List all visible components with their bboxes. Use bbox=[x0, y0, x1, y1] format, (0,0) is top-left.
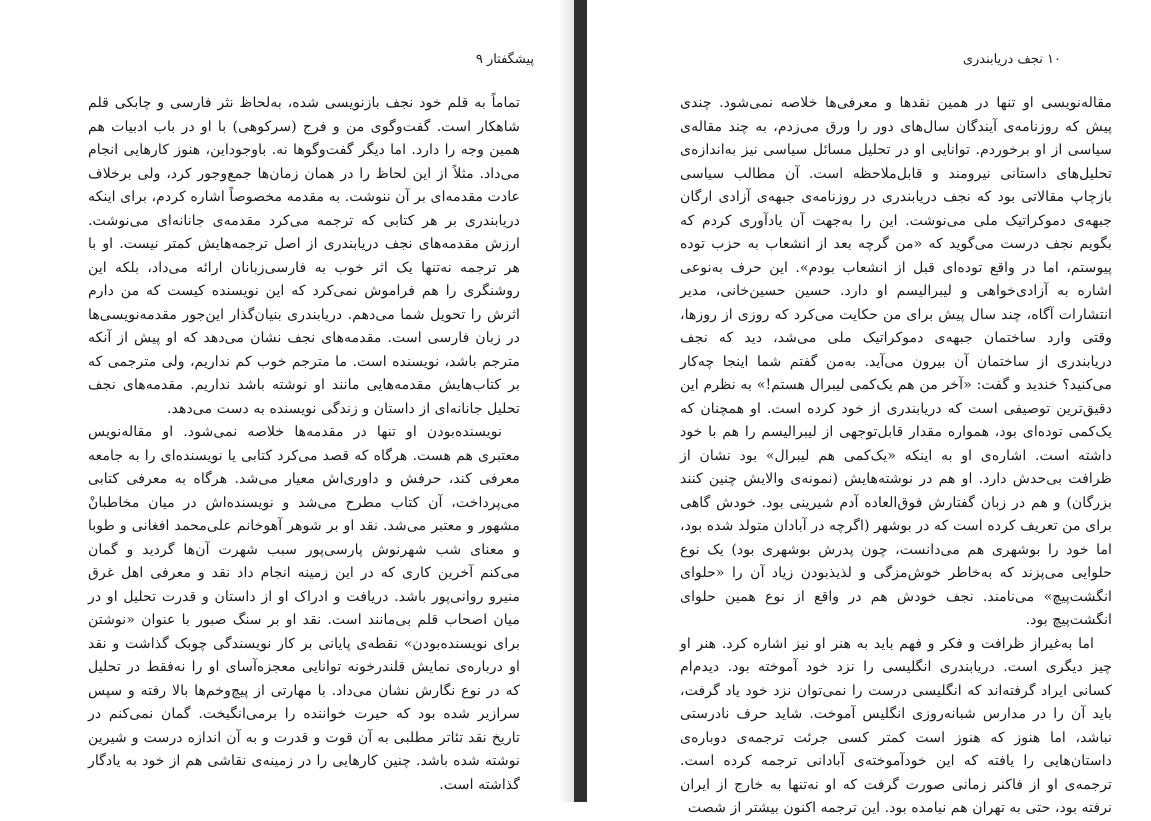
paragraph: اما به‌غیراز ظرافت و فکر و فهم باید به هنر او نیز اشاره کرد. هنر او چیز دیگری است. دریابندری انگلیسی را نزد خود آموخته بود. دیدم‌ام کسانی ایراد گرفته‌اند که انگلیسی درست را نمی‌توان نزد خود یاد گرفت، باید آن را در مدارس شبانه‌روزی انگلیس آموخت. شاید حرف نادرستی نباشد، اما هنوز که هنوز است کمتر کسی جرئت ترجمه‌ی دوباره‌ی داستان‌هایی را یافته که این خودآموخته‌ی آبادانی ترجمه کرده است. ترجمه‌ی او از فاکنر زمانی صورت گرفت که او نه‌تنها به خارج از ایران نرفته بود، حتی به تهران هم نیامده بود. این ترجمه اکنون بیشتر از شصت bbox=[680, 635, 1112, 816]
right-page-header: ۱۰ نجف دریابندری bbox=[962, 52, 1061, 67]
paragraph: مقاله‌نویسی او تنها در همین نقدها و معرفی‌ها خلاصه نمی‌شود. چندی پیش که روزنامه‌ی آیندگان سال‌های دور را ورق می‌زدم، به چند مقاله‌ی سیاسی از او برخوردم. توانایی او در تحلیل مسائل سیاسی نیز به‌اندازه‌ی تحلیل‌های داستانی نیرومند و قابل‌ملاحظه است. آن مطالب سیاسی بازچاپ مقالاتی بود که نجف دریابندری در روزنامه‌ی جبهه‌ی آزادی ارگان جبهه‌ی دموکراتیک ملی می‌نوشت. این را به‌جهت آن یادآوری کردم که بگویم نجف درست می‌گوید که «من گرچه بعد از انشعاب به حزب توده پیوستم، اما در واقع توده‌ای قبل از انشعاب بودم». این حرف به‌نوعی اشاره به آزادی‌خواهی و لیبرالیسم او دارد. حسین حسین‌خانی، مدیر انتشارات آگاه، چند سال پیش برای من حکایت می‌کرد که روزی از روزها، وقتی وارد ساختمان جبهه‌ی دموکراتیک ملی می‌شد، دید که نجف دریابندری از ساختمان آن بیرون می‌آید. به‌من گفتم شما اینجا چه‌کار می‌کنید؟ خندید و گفت: «آخر من هم یک‌کمی لیبرال هستم!» به نظرم این دقیق‌ترین توصیفی است که دریابندری از خود کرده است. او همچنان که یک‌کمی توده‌ای بود، همواره مقدار قابل‌توجهی از لیبرالیسم را هم با خود داشته است. اشاره‌ی او به اینکه «یک‌کمی هم لیبرال» بود نشان از ظرافت بی‌حدش دارد. او هم در نوشته‌هایش (نمونه‌ی والایش چنین کنند بزرگان) و هم در زبان گفتارش فوق‌العاده آدم شیرینی بود. خودش گاهی برای من تعریف کرده است که در بوشهر (اگرچه در آبادان متولد شده بود، اما خود را بوشهری هم می‌دانست، چون پدرش بوشهری بود) یک نوع حلوایی می‌پزند که به‌خاطر خوش‌مزگی و لذیذبودن زیاد آن را «حلوای انگشت‌پیچ» می‌نامند. نجف خودش هم در واقع از نوع همین حلوای انگشت‌پیچ بود. bbox=[680, 95, 1112, 628]
gutter-shadow-left bbox=[559, 0, 574, 802]
paragraph: تماماً به قلم خود نجف بازنویسی شده، به‌لحاظ نثر فارسی و چابکی قلم شاهکار است. گفت‌وگوی من و فرج (سرکوهی) با او در باب ادبیات هم همین وجه را دارد. اما دیگر گفت‌وگوها نه. باوجوداین، هنوز کارهایی انجام می‌داد. مثلاً از این لحاظ را در همان زمان‌ها جمع‌وجور کرد، ولی برخلاف عادت مقدمه‌ای بر آن ننوشت. به مقدمه مخصوصاً اشاره کردم، برای اینکه دریابندری بر هر کتابی که ترجمه می‌کرد مقدمه‌ی جانانه‌ای می‌نوشت. ارزش مقدمه‌های نجف دریابندری از اصل ترجمه‌هایش کمتر نیست. او با هر ترجمه نه‌تنها یک اثر خوب به فارسی‌زبانان ارائه می‌داد، بلکه این روشنگری را هم فراموش نمی‌کرد که این نویسنده کیست که من دارم اثرش را تحویل شما می‌دهم. دریابندری بنیان‌گذار این‌جور مقدمه‌نویسی‌ها در زبان فارسی است. مقدمه‌های نجف نشان می‌دهد که او پیش از آنکه مترجم باشد، نویسنده است. ما مترجم خوب کم نداریم، ولی مترجمی که بر کتاب‌هایش مقدمه‌هایی مانند او نوشته باشد نداریم. مقدمه‌های نجف تحلیل جانانه‌ای از داستان و زندگی نویسنده به دست می‌دهد. bbox=[88, 95, 520, 417]
book-spine bbox=[574, 0, 587, 802]
right-page-body bbox=[680, 92, 1112, 821]
left-page-body bbox=[88, 92, 520, 797]
left-page bbox=[0, 0, 574, 802]
right-page bbox=[587, 0, 1151, 816]
paragraph: نویسنده‌بودن او تنها در مقدمه‌ها خلاصه نمی‌شود. او مقاله‌نویس معتبری هم هست. هرگاه که قصد می‌کرد کتابی یا نویسنده‌ای را به جامعه معرفی کند، حرفش و داوری‌اش معیار می‌شد. هرگاه به معرفی کتابی می‌پرداخت، آن کتاب مطرح می‌شد و نویسنده‌اش در میان مخاطبانْ مشهور و معتبر می‌شد. نقد او بر شوهر آهوخانم علی‌محمد افغانی و طوبا و معنای شب شهرنوش پارسی‌پور سبب شهرت آن‌ها گردید و گمان می‌کنم آخرین کاری که در این زمینه انجام داد نقد و معرفی اهل غرق منیرو روانی‌پور باشد. دریافت و ادراک او از داستان و قدرت تحلیل او در میان اصحاب قلم بی‌مانند است. نقد او بر سنگ صبور با عنوان «نوشتن برای نویسنده‌بودن» نقطه‌ی پایانی بر کار نویسندگی چوبک گذاشت و نقد او درباره‌ی نمایش قلندرخونه توانایی معجزه‌آسای او را نه‌فقط در تحلیل که در نوع نگارش نشان می‌داد. با مهارتی از پیچ‌وخم‌ها بالا رفته و سپس سرازیر شده بود که حیرت خواننده را برمی‌انگیخت. گمان نمی‌کنم در تاریخ نقد تئاتر مطلبی به آن قوت و قدرت و به آن اندازه درست و شیرین نوشته شده باشد. چنین کارهایی را در زمینه‌ی نقاشی هم از خود به یادگار گذاشته است. bbox=[88, 424, 520, 793]
left-page-header: پیشگفتار ۹ bbox=[475, 52, 534, 67]
